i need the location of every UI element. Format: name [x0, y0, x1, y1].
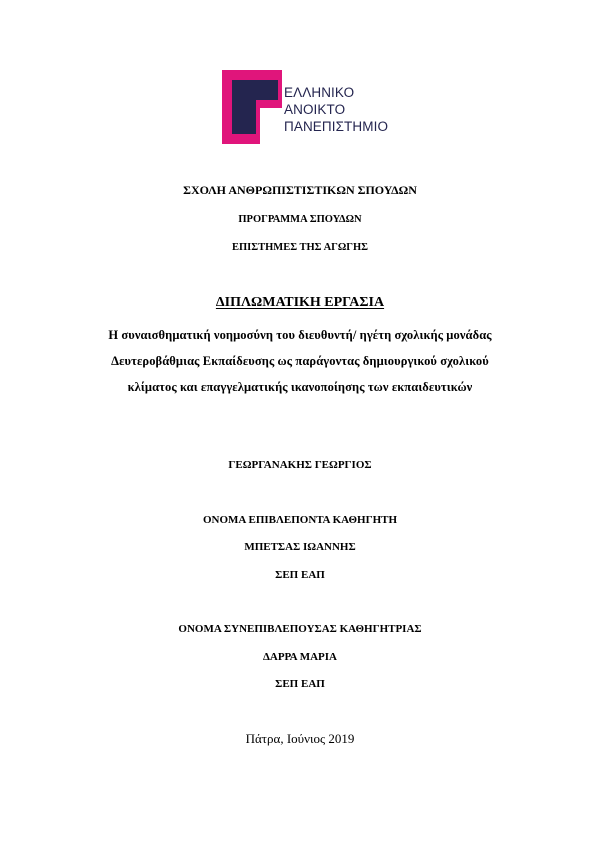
co-supervisor-name: ΔΑΡΡΑ ΜΑΡΙΑ [262, 651, 338, 663]
co-supervisor-label: ΟΝΟΜΑ ΣΥΝΕΠΙΒΛΕΠΟΥΣΑΣ ΚΑΘΗΓΗΤΡΙΑΣ [178, 623, 422, 635]
logo-line-1: ΕΛΛΗΝΙΚΟ [284, 85, 355, 100]
co-supervisor-affiliation: ΣΕΠ ΕΑΠ [275, 678, 325, 690]
thesis-title-line-2: Δευτεροβάθμιας Εκπαίδευσης ως παράγοντας δημιουργικού σχολικού [111, 354, 489, 368]
thesis-type: ΔΙΠΛΩΜΑΤΙΚΗ ΕΡΓΑΣΙΑ [215, 295, 385, 310]
logo-mark-icon [222, 70, 282, 144]
thesis-title-line-1: Η συναισθηματική νοημοσύνη του διευθυντή/ ηγέτη σχολικής μονάδας [108, 328, 492, 342]
place-date: Πάτρα, Ιούνιος 2019 [245, 731, 355, 746]
supervisor-name: ΜΠΕΤΣΑΣ ΙΩΑΝΝΗΣ [244, 541, 356, 553]
author-name: ΓΕΩΡΓΑΝΑΚΗΣ ΓΕΩΡΓΙΟΣ [228, 459, 372, 471]
logo-text [284, 84, 388, 135]
supervisor-label: ΟΝΟΜΑ ΕΠΙΒΛΕΠΟΝΤΑ ΚΑΘΗΓΗΤΗ [202, 514, 398, 526]
supervisor-affiliation: ΣΕΠ ΕΑΠ [275, 569, 325, 581]
logo-line-2: ΑΝΟΙΚΤΟ [284, 102, 346, 117]
study-program: ΠΡΟΓΡΑΜΜΑ ΣΠΟΥΔΩΝ [238, 214, 362, 225]
school-name: ΣΧΟΛΗ ΑΝΘΡΩΠΙΣΤΙΣΤΙΚΩΝ ΣΠΟΥΔΩΝ [183, 183, 417, 197]
university-logo [222, 70, 422, 144]
logo-line-3: ΠΑΝΕΠΙΣΤΗΜΙΟ [284, 119, 389, 134]
thesis-title-line-3: κλίματος και επαγγελματικής ικανοποίησης των εκπαιδευτικών [127, 380, 473, 394]
study-field: ΕΠΙΣΤΗΜΕΣ ΤΗΣ ΑΓΩΓΗΣ [232, 242, 368, 253]
